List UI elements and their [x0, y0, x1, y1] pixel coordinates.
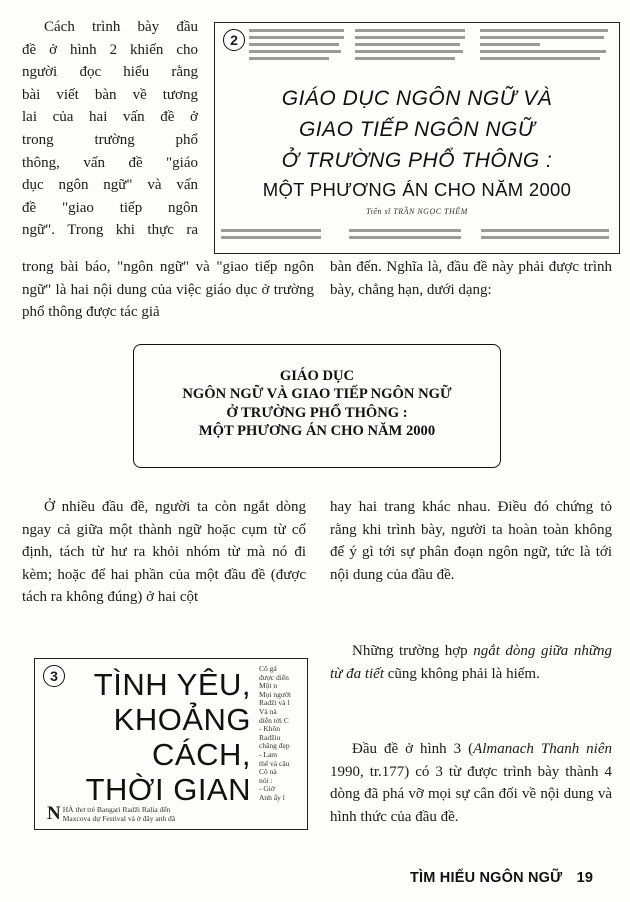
paragraph-3: Những trường hợp ngắt dòng giữa những từ đa tiết cũng không phải là hiếm.: [330, 643, 613, 682]
figure-2-subtitle: MỘT PHƯƠNG ÁN CHO NĂM 2000: [262, 179, 572, 200]
running-footer: [410, 870, 593, 886]
side-line: thể và câu: [259, 758, 290, 768]
box-heading-line-4: MỘT PHƯƠNG ÁN CHO NĂM 2000: [198, 423, 436, 440]
figure-2-author: Tiến sĩ TRẦN NGỌC THÊM: [366, 207, 468, 216]
figure-3-side-text: [259, 665, 305, 803]
intro-line: đề "giao tiếp ngôn: [22, 199, 198, 216]
side-line: - Giờ: [259, 784, 275, 794]
paragraph-2-left: Ở nhiều đầu đề, người ta còn ngắt dòng ngay cả giữa một thành ngữ hoặc cụm từ cố định, tách từ hư ra khỏi nhóm từ mà nó đi kèm; hoặc để hai phần của một đầu đề (được tách ra không đúng) ở hai cột: [22, 499, 306, 606]
intro-line: người đọc hiểu rằng: [22, 64, 198, 81]
figure-3: [34, 658, 308, 830]
figure-2-title-line-3: Ở TRƯỜNG PHỔ THÔNG :: [281, 149, 553, 172]
intro-line: đề ở hình 2 khiến cho: [22, 41, 198, 58]
paragraph-1-continued-left: trong bài báo, "ngôn ngữ" và "giao tiếp ngôn ngữ" là hai nội dung của việc giáo dục ở trường phổ thông được tác giả: [22, 259, 314, 321]
box-heading-line-1: GIÁO DỤC: [279, 368, 355, 384]
figure-2-fine-print-bottom-right: [481, 229, 609, 239]
figure-2-title-line-1: GIÁO DỤC NGÔN NGỮ VÀ: [281, 87, 553, 110]
box-heading-line-2: NGÔN NGỮ VÀ GIAO TIẾP NGÔN NGỮ: [182, 386, 452, 403]
intro-paragraph: [22, 16, 198, 242]
side-line: - Lam: [259, 749, 278, 759]
side-line: được diễn: [259, 672, 289, 682]
figure-2-title-line-2: GIAO TIẾP NGÔN NGỮ: [298, 118, 536, 141]
figure-2-fine-print-bottom-mid: [349, 229, 461, 239]
intro-line: dục ngôn ngữ" và vấn: [22, 177, 198, 194]
footnote-line-2: Maxcova dự Festival và ở đây anh đã: [62, 814, 176, 823]
figure-number-badge: 2: [223, 29, 245, 51]
figure-3-footnote: [47, 805, 257, 823]
corrected-heading-box: [133, 344, 501, 468]
paragraph-2-right: hay hai trang khác nhau. Điều đó chứng tỏ rằng khi trình bày, người ta hoàn toàn không để ý gì tới sự phân đoạn ngôn ngữ, tức là tới nội dung của đầu đề.: [330, 499, 612, 583]
box-heading-line-3: Ở TRƯỜNG PHỔ THÔNG :: [226, 404, 408, 421]
intro-line: ngữ". Trong khi thực ra: [22, 222, 198, 239]
figure-number-badge: 3: [43, 665, 65, 687]
intro-line: trong trường phổ: [22, 131, 198, 148]
side-line: Cô nà: [259, 767, 277, 777]
footer-journal-title: TÌM HIỂU NGÔN NGỮ: [410, 870, 563, 886]
footnote-line-1: HÀ thơ trẻ Bangari Radži Ralia đến: [62, 805, 171, 814]
side-line: chăng đẹp: [259, 741, 290, 751]
figure-3-title-line-1: TÌNH YÊU,: [93, 667, 251, 702]
figure-2-fine-print-top-right: [480, 29, 608, 60]
figure-3-title-line-4: THỜI GIAN: [85, 772, 251, 807]
page-number: 19: [576, 870, 594, 886]
intro-line: bài viết bàn về tương: [22, 86, 198, 103]
figure-3-title-line-2: KHOẢNG: [113, 702, 251, 737]
side-line: nói :: [259, 775, 273, 785]
paragraph-4: Đầu đề ở hình 3 (Almanach Thanh niên 1990, tr.177) có 3 từ được trình bày thành 4 dòng đã phá vỡ mọi sự cân đối về nội dung và hình thức của đầu đề.: [330, 741, 612, 825]
paragraph-1-continued-right: bàn đến. Nghĩa là, đầu đề này phải được trình bày, chẳng hạn, dưới dạng:: [330, 259, 612, 298]
figure-2: [214, 22, 620, 254]
side-line: Radžiu: [259, 732, 281, 742]
side-line: Và nà: [259, 706, 277, 716]
drop-cap: N: [47, 803, 61, 824]
intro-line: thông, vấn đề "giáo: [22, 154, 198, 171]
intro-line: Cách trình bày đầu: [44, 19, 198, 35]
figure-2-fine-print-top-mid: [355, 29, 465, 60]
side-line: Một n: [259, 681, 278, 691]
side-line: Mọi người: [259, 689, 291, 699]
side-line: Cô gá: [259, 665, 277, 673]
side-line: diễn tới C: [259, 715, 289, 725]
side-line: - Khôn: [259, 724, 281, 734]
figure-3-title-line-3: CÁCH,: [152, 737, 251, 772]
side-line: Radži và l: [259, 698, 290, 708]
side-line: Anh ấy l: [259, 792, 285, 802]
intro-line: lai của hai vấn đề ở: [22, 109, 198, 126]
figure-2-fine-print-bottom: [221, 229, 321, 239]
figure-3-title: [73, 667, 251, 807]
